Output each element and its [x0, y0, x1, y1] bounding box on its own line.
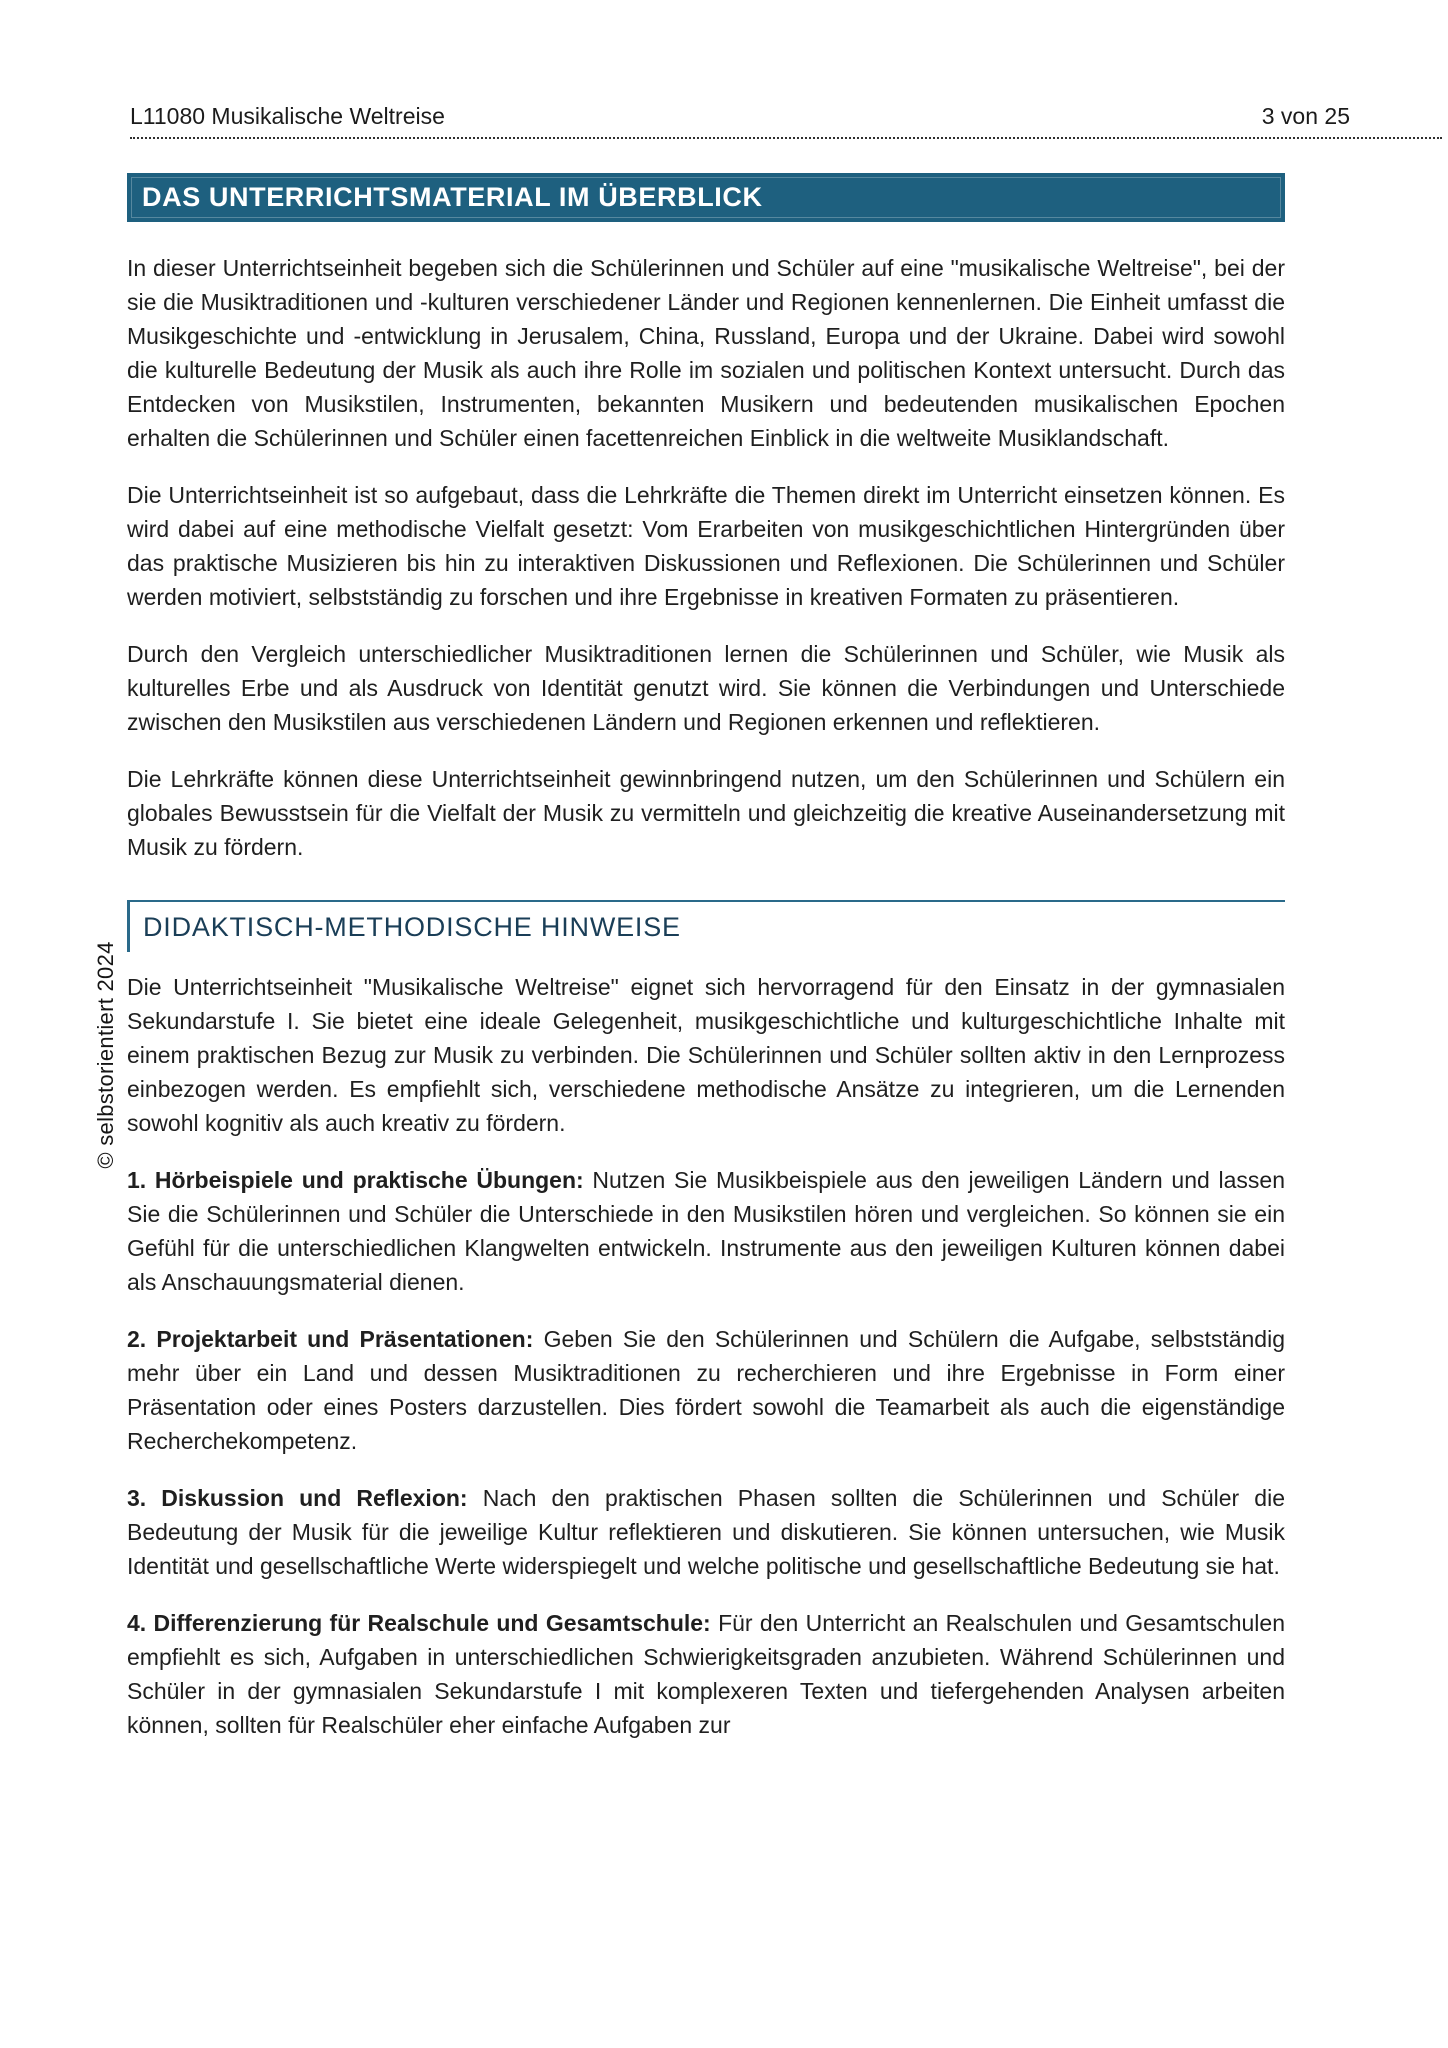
section-overview-heading-label: DAS UNTERRICHTSMATERIAL IM ÜBERBLICK	[142, 182, 763, 212]
overview-paragraph: Die Lehrkräfte können diese Unterrichtseinheit gewinnbringend nutzen, um den Schülerinnen und Schülern ein globales Bewusstsein für die Vielfalt der Musik zu vermitteln und gleichzeitig die kreative Auseinandersetzung mit Musik zu fördern.	[127, 766, 1285, 860]
page-header	[130, 103, 1350, 130]
document-title: L11080 Musikalische Weltreise	[130, 103, 445, 129]
page-number: 3 von 25	[1261, 103, 1350, 129]
section-overview-heading	[127, 173, 1285, 222]
content-column	[127, 173, 1285, 1765]
overview-paragraphs	[127, 251, 1285, 864]
header-divider	[130, 137, 1442, 139]
overview-paragraph: Durch den Vergleich unterschiedlicher Musiktraditionen lernen die Schülerinnen und Schüler, wie Musik als kulturelles Erbe und als Ausdruck von Identität genutzt wird. Sie können die Verbindungen und Unterschiede zwischen den Musikstilen aus verschiedenen Ländern und Regionen erkennen und reflektieren.	[127, 641, 1285, 735]
didactic-item-label: 3. Diskussion und Reflexion:	[127, 1485, 468, 1511]
didactic-method-list	[127, 1163, 1285, 1742]
section-didactic-heading-label: DIDAKTISCH-METHODISCHE HINWEISE	[127, 902, 1285, 952]
didactic-item-label: 2. Projektarbeit und Präsentationen:	[127, 1326, 534, 1352]
didactic-item	[127, 1322, 1285, 1458]
didactic-item-label: 4. Differenzierung für Realschule und Gesamtschule:	[127, 1610, 711, 1636]
didactic-item-label: 1. Hörbeispiele und praktische Übungen:	[127, 1167, 584, 1193]
didactic-item	[127, 1163, 1285, 1299]
didactic-item-text: Geben Sie den Schülerinnen und Schülern die Aufgabe, selbstständig mehr über ein Land und dessen Musiktraditionen zu recherchieren und ihre Ergebnisse in Form einer Präsentation oder eines Posters darzustellen. Dies fördert sowohl die Teamarbeit als auch die eigenständige Recherchekompetenz.	[127, 1326, 1285, 1454]
overview-paragraph: Die Unterrichtseinheit ist so aufgebaut, dass die Lehrkräfte die Themen direkt im Unterricht einsetzen können. Es wird dabei auf eine methodische Vielfalt gesetzt: Vom Erarbeiten von musikgeschichtlichen Hintergründen über das praktische Musizieren bis hin zu interaktiven Diskussionen und Reflexionen. Die Schülerinnen und Schüler werden motiviert, selbstständig zu forschen und ihre Ergebnisse in kreativen Formaten zu präsentieren.	[127, 482, 1285, 610]
didactic-intro-paragraph: Die Unterrichtseinheit "Musikalische Weltreise" eignet sich hervorragend für den Einsatz in der gymnasialen Sekundarstufe I. Sie bietet eine ideale Gelegenheit, musikgeschichtliche und kulturgeschichtliche Inhalte mit einem praktischen Bezug zur Musik zu verbinden. Die Schülerinnen und Schüler sollten aktiv in den Lernprozess einbezogen werden. Es empfiehlt sich, verschiedene methodische Ansätze zu integrieren, um die Lernenden sowohl kognitiv als auch kreativ zu fördern.	[127, 974, 1285, 1136]
section-didactic-heading	[127, 900, 1285, 952]
didactic-item-text: Für den Unterricht an Realschulen und Gesamtschulen empfiehlt es sich, Aufgaben in unterschiedlichen Schwierigkeitsgraden anzubieten. Während Schülerinnen und Schüler in der gymnasialen Sekundarstufe I mit komplexeren Texten und tiefergehenden Analysen arbeiten können, sollten für Realschüler eher einfache Aufgaben zur	[127, 1610, 1286, 1738]
copyright-vertical-text: © selbstorientiert 2024	[93, 941, 118, 1169]
didactic-item-text: Nach den praktischen Phasen sollten die Schülerinnen und Schüler die Bedeutung der Musik für die jeweilige Kultur reflektieren und diskutieren. Sie können untersuchen, wie Musik Identität und gesellschaftliche Werte widerspiegelt und welche politische und gesellschaftliche Bedeutung sie hat.	[127, 1485, 1285, 1579]
didactic-item	[127, 1481, 1285, 1583]
didactic-item	[127, 1606, 1285, 1742]
overview-paragraph: In dieser Unterrichtseinheit begeben sich die Schülerinnen und Schüler auf eine "musikalische Weltreise", bei der sie die Musiktraditionen und -kulturen verschiedener Länder und Regionen kennenlernen. Die Einheit umfasst die Musikgeschichte und -entwicklung in Jerusalem, China, Russland, Europa und der Ukraine. Dabei wird sowohl die kulturelle Bedeutung der Musik als auch ihre Rolle im sozialen und politischen Kontext untersucht. Durch das Entdecken von Musikstilen, Instrumenten, bekannten Musikern und bedeutenden musikalischen Epochen erhalten die Schülerinnen und Schüler einen facettenreichen Einblick in die weltweite Musiklandschaft.	[127, 255, 1285, 451]
didactic-item-text: Nutzen Sie Musikbeispiele aus den jeweiligen Ländern und lassen Sie die Schülerinnen und Schüler die Unterschiede in den Musikstilen hören und vergleichen. So können sie ein Gefühl für die unterschiedlichen Klangwelten entwickeln. Instrumente aus den jeweiligen Kulturen können dabei als Anschauungsmaterial dienen.	[127, 1167, 1285, 1295]
